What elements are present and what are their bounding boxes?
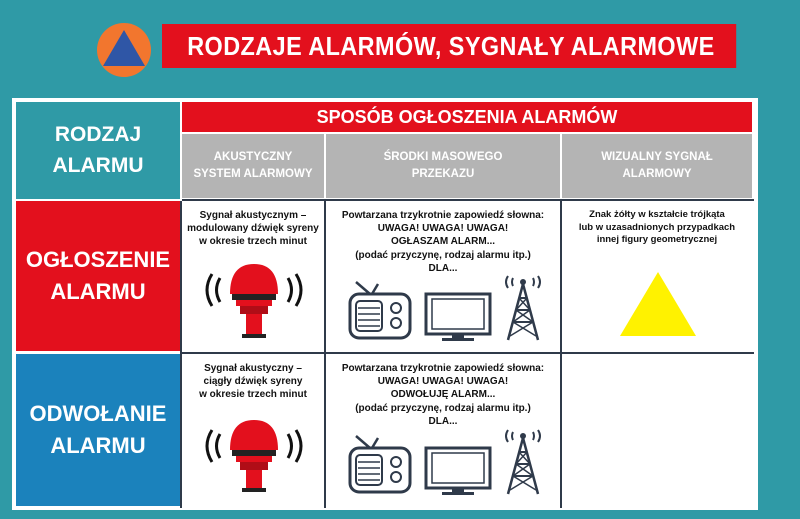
text-line: DLA... — [428, 415, 458, 427]
text-line: Powtarzana trzykrotnie zapowiedź słowna: — [341, 210, 545, 221]
header-rodzaj-line1: RODZAJ — [54, 123, 142, 147]
television-icon — [424, 446, 492, 496]
header-rodzaj-line2: ALARMU — [52, 153, 144, 177]
grid-line — [180, 201, 182, 508]
grid-line — [182, 352, 754, 354]
radio-icon — [348, 280, 412, 342]
civil-defense-emblem-icon — [96, 22, 152, 78]
text-line: w okresie trzech minut — [199, 389, 307, 401]
text-line: UWAGA! UWAGA! UWAGA! — [377, 223, 509, 235]
row-label-ogloszenie-line2: ALARMU — [50, 279, 146, 304]
text-line: modulowany dźwięk syreny — [187, 223, 319, 235]
header-sposob — [182, 102, 752, 132]
radio-tower-icon — [498, 270, 548, 342]
siren-icon — [194, 414, 314, 494]
grid-line — [182, 199, 754, 201]
text-line: Znak żółty w kształcie trójkąta — [589, 209, 725, 220]
text-line: UWAGA! UWAGA! UWAGA! — [377, 376, 509, 388]
text-line: ODWOŁUJĘ ALARM... — [390, 389, 496, 401]
text-line: DLA... — [428, 262, 458, 274]
column-head-visual-line2: ALARMOWY — [622, 168, 692, 180]
odwolanie-acoustic-text — [182, 354, 324, 414]
row-label-ogloszenie-line1: OGŁOSZENIE — [25, 247, 171, 273]
row-label-ogloszenie — [16, 201, 180, 351]
column-head-acoustic — [182, 134, 324, 198]
yellow-triangle-icon — [618, 270, 698, 338]
text-line: (podać przyczynę, rodzaj alarmu itp.) — [355, 249, 531, 261]
text-line: Sygnał akustyczny – — [204, 363, 302, 374]
column-head-media — [326, 134, 560, 198]
text-line: OGŁASZAM ALARM... — [390, 236, 496, 248]
alarm-table — [12, 98, 758, 510]
column-head-media-line1: ŚRODKI MASOWEGO — [383, 151, 503, 164]
text-line: lub w uzasadnionych przypadkach — [578, 221, 736, 233]
row-label-odwolanie-line2: ALARMU — [50, 433, 146, 458]
header-rodzaj-alarmu — [16, 102, 180, 199]
siren-icon — [194, 258, 314, 338]
grid-line — [560, 201, 562, 508]
ogloszenie-acoustic-text — [182, 201, 324, 261]
text-line: innej figury geometrycznej — [596, 234, 718, 246]
text-line: (podać przyczynę, rodzaj alarmu itp.) — [355, 402, 531, 414]
row-label-odwolanie — [16, 354, 180, 506]
text-line: Sygnał akustycznym – — [199, 210, 307, 221]
column-head-acoustic-line1: AKUSTYCZNY — [213, 151, 293, 164]
text-line: w okresie trzech minut — [199, 236, 307, 248]
column-head-media-line2: PRZEKAZU — [411, 168, 475, 180]
text-line: ciągły dźwięk syreny — [203, 376, 303, 388]
radio-icon — [348, 434, 412, 496]
text-line: Powtarzana trzykrotnie zapowiedź słowna: — [341, 363, 545, 374]
column-head-acoustic-line2: SYSTEM ALARMOWY — [193, 168, 313, 180]
television-icon — [424, 292, 492, 342]
header-sposob-label: SPOSÓB OGŁOSZENIA ALARMÓW — [316, 107, 618, 127]
row-label-odwolanie-line1: ODWOŁANIE — [29, 401, 167, 427]
ogloszenie-visual-text — [562, 201, 752, 261]
radio-tower-icon — [498, 424, 548, 496]
column-head-visual-line1: WIZUALNY SYGNAŁ — [601, 151, 713, 164]
page-title: RODZAJE ALARMÓW, SYGNAŁY ALARMOWE — [162, 24, 736, 68]
grid-line — [324, 201, 326, 508]
column-head-visual — [562, 134, 752, 198]
